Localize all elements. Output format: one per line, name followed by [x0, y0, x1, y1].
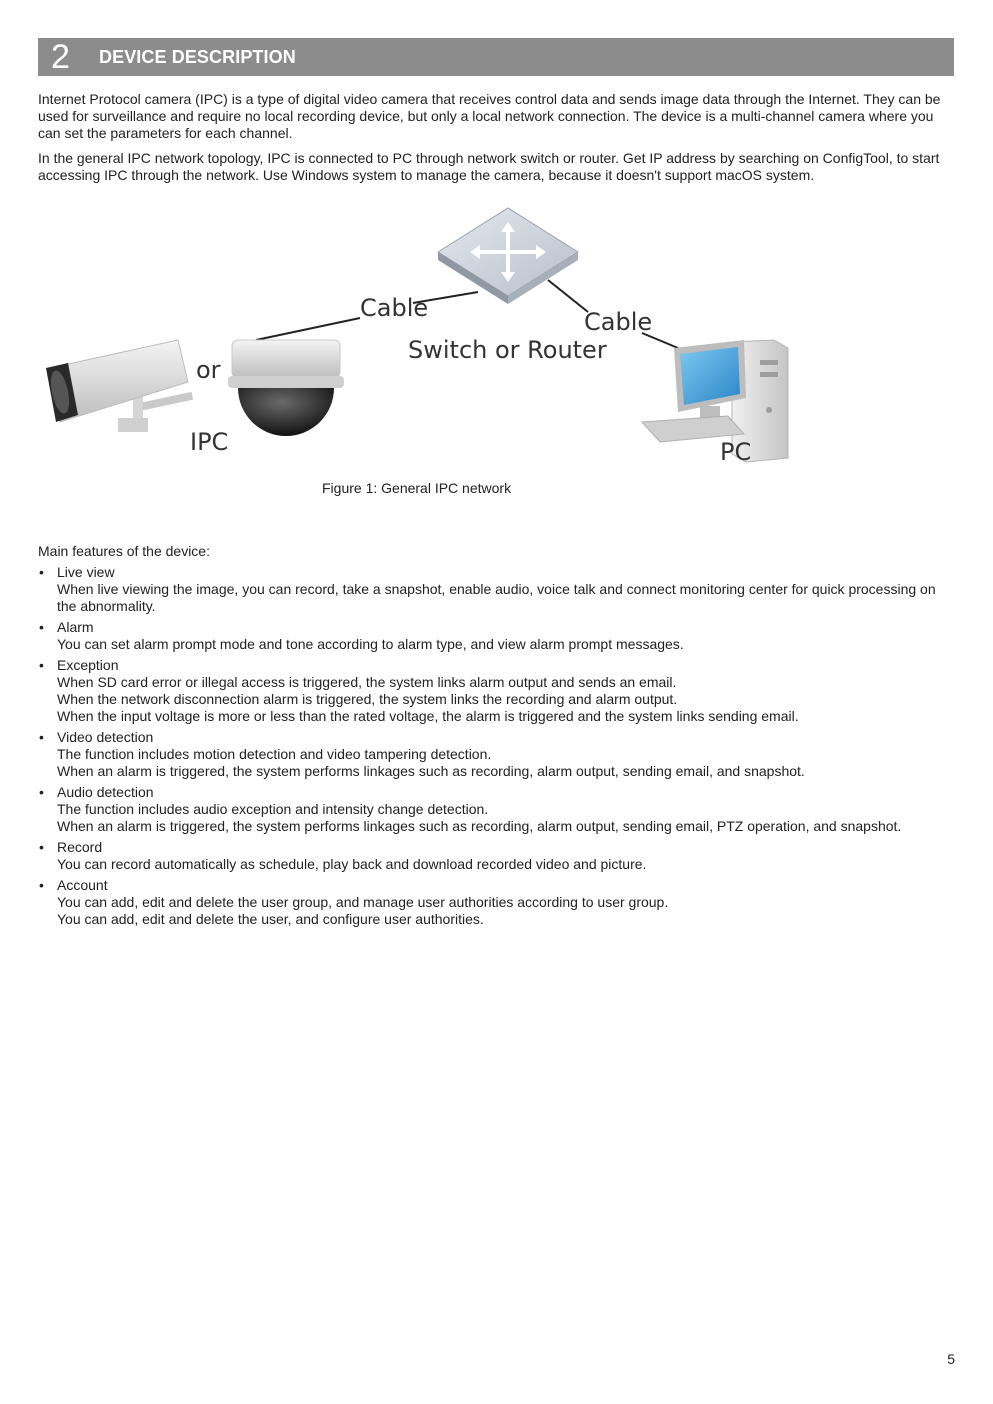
- feature-title: Audio detection: [57, 784, 154, 800]
- cable-line-top-right: [548, 280, 588, 312]
- feature-item-account: [38, 877, 956, 928]
- section-number: 2: [51, 38, 70, 76]
- feature-list: [38, 564, 956, 932]
- pc-icon: [642, 340, 788, 462]
- pc-label: PC: [720, 438, 752, 466]
- bullet-icon: •: [39, 657, 44, 673]
- feature-line: When the network disconnection alarm is triggered, the system links the recording and alarm output.: [57, 691, 678, 707]
- feature-line: You can add, edit and delete the user group, and manage user authorities according to user group.: [57, 894, 669, 910]
- feature-line: When the input voltage is more or less than the rated voltage, the alarm is triggered and the system links sending email.: [57, 708, 799, 724]
- bullet-icon: •: [39, 784, 44, 800]
- feature-title: Exception: [57, 657, 119, 673]
- intro-paragraph-1: Internet Protocol camera (IPC) is a type of digital video camera that receives control data and sends image data through the Internet. They can be used for surveillance and require no local recording device, but only a local network connection. The device is a multi-channel camera where you can set the parameters for each channel.: [38, 91, 941, 141]
- figure-caption: Figure 1: General IPC network: [322, 480, 512, 496]
- bullet-icon: •: [39, 729, 44, 745]
- bullet-camera-icon: [46, 340, 193, 432]
- feature-line: When an alarm is triggered, the system performs linkages such as recording, alarm output, sending email, and snapshot.: [57, 763, 805, 779]
- feature-title: Account: [57, 877, 108, 893]
- bullet-icon: •: [39, 619, 44, 635]
- switch-icon: [438, 208, 578, 304]
- feature-line: You can add, edit and delete the user, and configure user authorities.: [57, 911, 484, 927]
- bullet-icon: •: [39, 877, 44, 893]
- features-intro: Main features of the device:: [38, 543, 210, 559]
- ipc-label: IPC: [190, 428, 229, 456]
- feature-title: Live view: [57, 564, 115, 580]
- or-label: or: [196, 356, 221, 384]
- cable-label-left: Cable: [360, 294, 429, 322]
- feature-line: You can set alarm prompt mode and tone according to alarm type, and view alarm prompt messages.: [57, 636, 684, 652]
- feature-item-video-detection: [38, 729, 956, 780]
- feature-item-live-view: [38, 564, 956, 615]
- cable-line-left: [256, 318, 360, 340]
- feature-item-exception: [38, 657, 956, 725]
- section-header: [38, 38, 954, 76]
- feature-line: The function includes motion detection and video tampering detection.: [57, 746, 492, 762]
- feature-line: The function includes audio exception and intensity change detection.: [57, 801, 489, 817]
- feature-item-alarm: [38, 619, 956, 653]
- feature-title: Alarm: [57, 619, 94, 635]
- network-figure: [38, 200, 798, 470]
- bullet-icon: •: [39, 564, 44, 580]
- intro-paragraph-2: In the general IPC network topology, IPC is connected to PC through network switch or router. Get IP address by searching on ConfigTool, to start accessing IPC through the network. Use Windows system to manage the camera, because it doesn't support macOS system.: [38, 150, 940, 183]
- bullet-icon: •: [39, 839, 44, 855]
- feature-line: When SD card error or illegal access is triggered, the system links alarm output and sends an email.: [57, 674, 677, 690]
- feature-title: Video detection: [57, 729, 154, 745]
- feature-item-audio-detection: [38, 784, 956, 835]
- section-title: DEVICE DESCRIPTION: [99, 47, 296, 67]
- feature-line: You can record automatically as schedule, play back and download recorded video and picture.: [57, 856, 647, 872]
- feature-item-record: [38, 839, 956, 873]
- switch-label: Switch or Router: [408, 336, 607, 364]
- cable-label-right: Cable: [584, 308, 653, 336]
- dome-camera-icon: [228, 340, 344, 436]
- feature-title: Record: [57, 839, 103, 855]
- feature-line: When an alarm is triggered, the system performs linkages such as recording, alarm output, sending email, PTZ operation, and snapshot.: [57, 818, 902, 834]
- feature-line: When live viewing the image, you can record, take a snapshot, enable audio, voice talk and connect monitoring center for quick processing on the abnormality.: [57, 581, 936, 614]
- page-number: 5: [947, 1351, 955, 1367]
